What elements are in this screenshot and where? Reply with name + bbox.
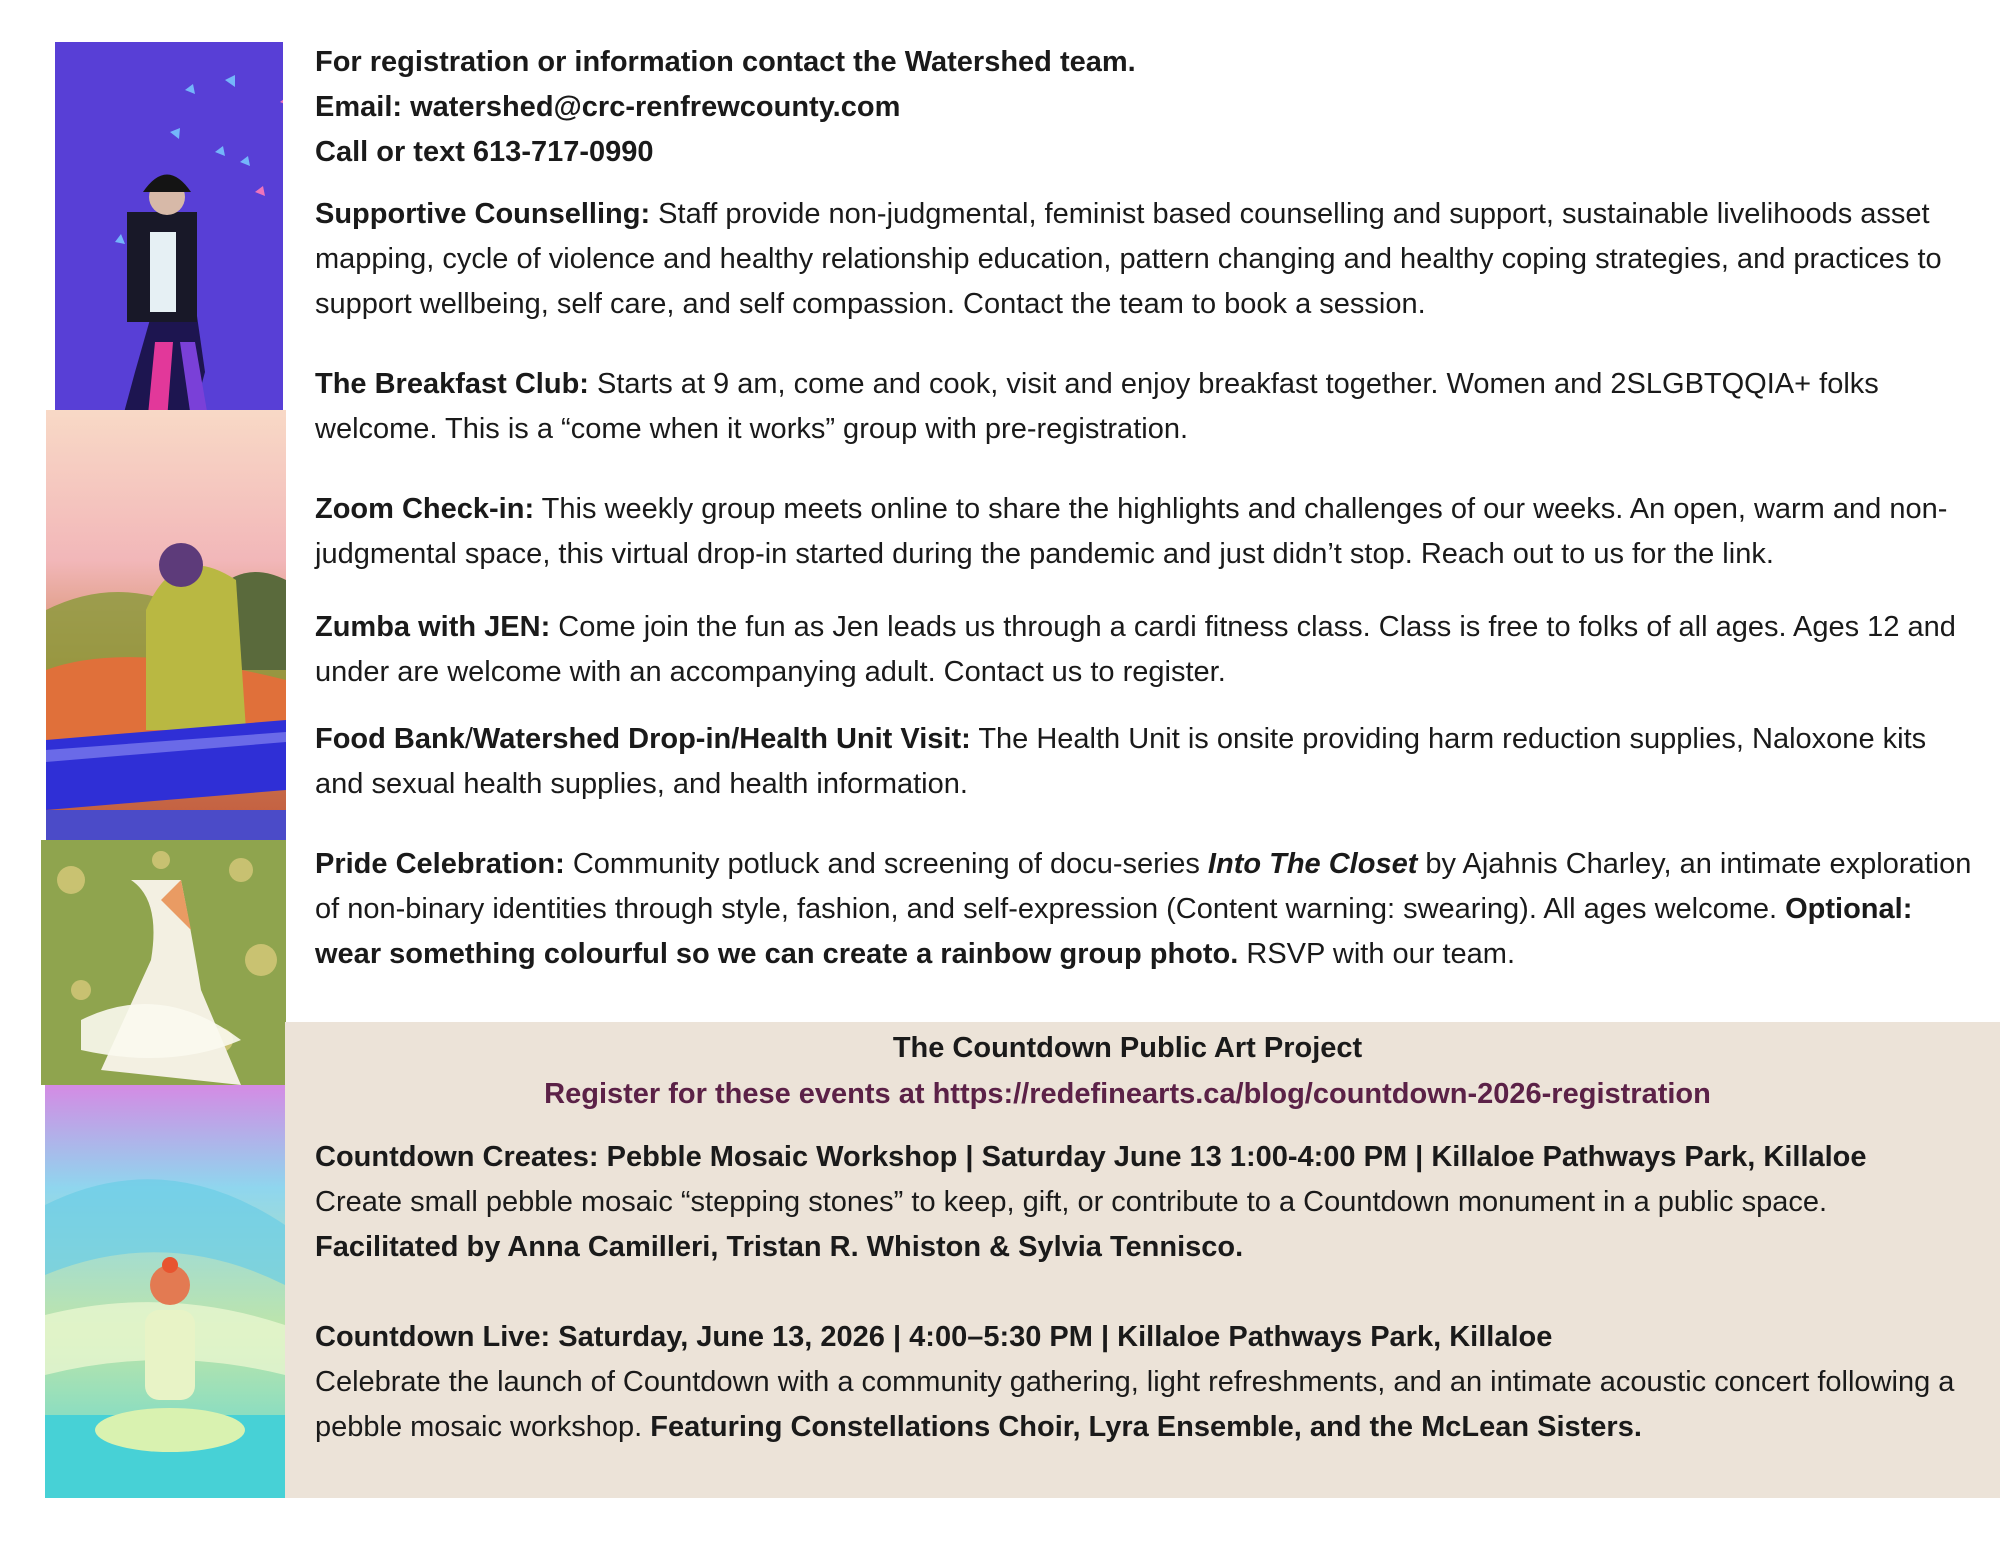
event-description: Celebrate the launch of Countdown with a community gathering, light refreshments, and an intimate acoustic concert following a pebble mosaic workshop. — [315, 1366, 1955, 1443]
illustration-butterflies — [55, 42, 283, 446]
event-credit: Facilitated by Anna Camilleri, Tristan R. Whiston & Sylvia Tennisco. — [315, 1231, 1244, 1263]
event-heading: Countdown Creates: Pebble Mosaic Workshop | Saturday June 13 1:00-4:00 PM | Killaloe Pathways Park, Killaloe — [315, 1141, 1867, 1173]
countdown-event-workshop — [315, 1135, 1975, 1270]
program-title-separator: / — [464, 723, 473, 755]
countdown-registration-link[interactable]: Register for these events at https://redefinearts.ca/blog/countdown-2026-registration — [544, 1078, 1711, 1110]
event-heading: Countdown Live: Saturday, June 13, 2026 | 4:00–5:30 PM | Killaloe Pathways Park, Killaloe — [315, 1321, 1553, 1353]
program-description: Starts at 9 am, come and cook, visit and enjoy breakfast together. Women and 2SLGBTQQIA+ folks welcome. This is a “come when it works” group with pre-registration. — [315, 368, 1879, 445]
main-content — [315, 40, 1975, 970]
program-food-bank-drop-in — [315, 717, 1975, 807]
illustration-sunset-landscape — [46, 410, 286, 840]
program-title: Supportive Counselling: — [315, 198, 651, 230]
program-description: Staff provide non-judgmental, feminist based counselling and support, sustainable livelihoods asset mapping, cycle of violence and healthy relationship education, pattern changing and healthy coping strategies, and practices to support wellbeing, self care, and self compassion. Contact the team to book a session. — [315, 198, 1942, 320]
program-title: Pride Celebration: — [315, 848, 565, 880]
program-description-cont: by Ajahnis Charley, an intimate exploration of non-binary identities through style, fashion, and self-expression (Content warning: swearing). All ages welcome. — [315, 848, 1972, 925]
countdown-event-live — [315, 1315, 1975, 1450]
contact-block — [315, 40, 1975, 175]
contact-phone: Call or text 613-717-0990 — [315, 136, 654, 168]
program-supportive-counselling — [315, 192, 1975, 327]
countdown-panel — [285, 1022, 2000, 1498]
film-title: Into The Closet — [1207, 848, 1418, 880]
program-zumba — [315, 605, 1975, 695]
event-featuring: Featuring Constellations Choir, Lyra Ensemble, and the McLean Sisters. — [650, 1411, 1642, 1443]
program-title-food-bank: Food Bank — [315, 723, 465, 755]
countdown-title: The Countdown Public Art Project — [892, 1032, 1363, 1064]
contact-heading: For registration or information contact the Watershed team. — [315, 46, 1136, 78]
illustration-dancer-in-field — [41, 840, 286, 1085]
program-description: Come join the fun as Jen leads us through a cardi fitness class. Class is free to folks of all ages. Ages 12 and under are welcome with an accompanying adult. Contact us to register. — [315, 611, 1956, 688]
program-description: The Health Unit is onsite providing harm reduction supplies, Naloxone kits and sexual health supplies, and health information. — [315, 723, 1927, 800]
program-title-drop-in: Watershed Drop-in/Health Unit Visit: — [472, 723, 971, 755]
program-breakfast-club — [315, 362, 1975, 452]
program-pride-celebration — [315, 842, 1975, 977]
optional-note: Optional: wear something colourful so we can create a rainbow group photo. — [315, 893, 1913, 970]
program-title: Zumba with JEN: — [315, 611, 551, 643]
event-description: Create small pebble mosaic “stepping stones” to keep, gift, or contribute to a Countdown monument in a public space. — [315, 1186, 1828, 1218]
rsvp-note: RSVP with our team. — [1238, 938, 1516, 970]
program-title: The Breakfast Club: — [315, 368, 589, 400]
illustration-meditation-by-water — [45, 1085, 285, 1498]
program-title: Zoom Check-in: — [315, 493, 535, 525]
program-zoom-check-in — [315, 487, 1975, 577]
program-description: This weekly group meets online to share the highlights and challenges of our weeks. An open, warm and non-judgmental space, this virtual drop-in started during the pandemic and just didn’t stop. Reach out to us for the link. — [315, 493, 1948, 570]
contact-email: Email: watershed@crc-renfrewcounty.com — [315, 91, 901, 123]
program-description: Community potluck and screening of docu-series — [564, 848, 1208, 880]
